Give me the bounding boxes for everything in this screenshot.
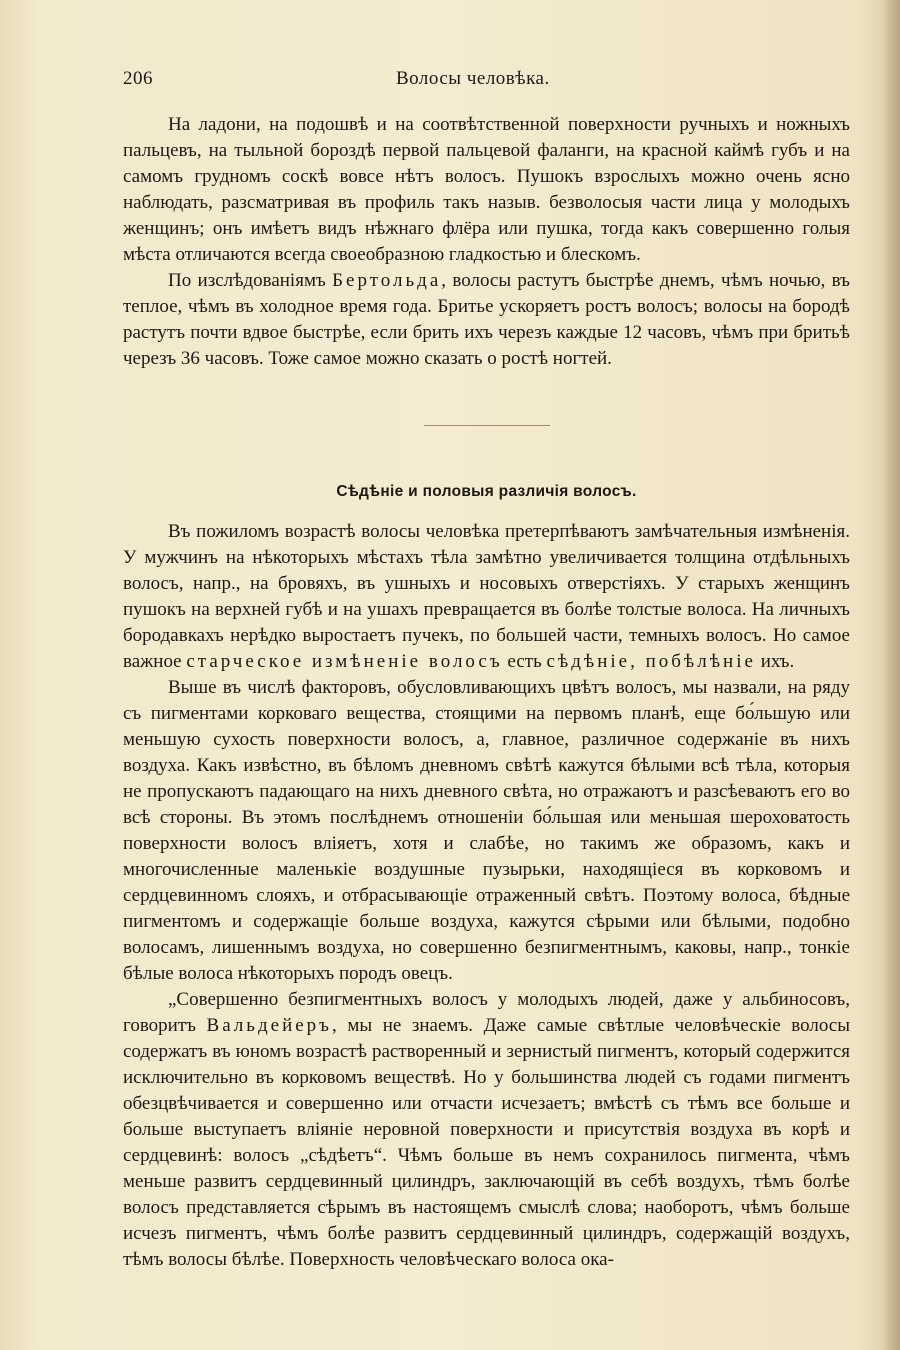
paragraph-waldeyer-quote bbox=[123, 987, 850, 1273]
author-name-waldeyer: Вальдейеръ bbox=[206, 1015, 332, 1036]
paragraph-hair-color-factors: Выше въ числѣ факторовъ, обусловливающихъ цвѣтъ волосъ, мы назвали, на ряду съ пигментами корковаго вещества, стоящими на первомъ планѣ, еще бо́льшую или меньшую сухость поверхности волосъ, а, главное, различное содержаніе въ нихъ воздуха. Какъ извѣстно, въ бѣломъ дневномъ свѣтѣ кажутся бѣлыми всѣ тѣла, которыя не пропускаютъ падающаго на нихъ дневного свѣта, но отражаютъ и разсѣеваютъ его во всѣ стороны. Въ этомъ послѣднемъ отношеніи бо́льшая или меньшая шероховатость поверхности волосъ вліяетъ, хотя и слабѣе, но такимъ же образомъ, какъ и многочисленные маленькіе воздушные пузырьки, находящіеся въ корковомъ и сердцевинномъ слояхъ, и отбрасывающіе отраженный свѣтъ. Поэтому волоса, бѣдные пигментомъ и содержащіе больше воздуха, кажутся сѣрыми или бѣлыми, подобно волосамъ, лишеннымъ воздуха, но совершенно безпигментнымъ, каковы, напр., тонкіе бѣлые волоса нѣкоторыхъ породъ овецъ. bbox=[123, 677, 850, 984]
page-body bbox=[123, 112, 850, 1273]
page-header bbox=[123, 68, 863, 96]
author-name-bertold: Бертольда bbox=[332, 270, 442, 291]
text-run: есть bbox=[502, 651, 547, 672]
paragraph-hairless-areas: На ладони, на подошвѣ и на соотвѣтственной поверхности ручныхъ и ножныхъ пальцевъ, на тыльной бороздѣ первой пальцевой фаланги, на красной каймѣ губъ и на самомъ грудномъ соскѣ вовсе нѣтъ волосъ. Пушокъ взрослыхъ можно очень ясно наблюдать, разсматривая въ профиль такъ назыв. безволосыя части лица у молодыхъ женщинъ; онъ имѣетъ видъ нѣжнаго флёра или пушка, тогда какъ совершенно голыя мѣста отличаются всегда своеобразною гладкостью и блескомъ. bbox=[123, 114, 850, 265]
text-run: , волосы растутъ быстрѣе днемъ, чѣмъ ночью, въ теплое, чѣмъ въ холодное время года. Бритье ускоряетъ ростъ волосъ; волосы на бородѣ растутъ почти вдвое быстрѣе, если брить ихъ черезъ каждые 12 часовъ, чѣмъ при бритьѣ черезъ 36 часовъ. Тоже самое можно сказать о ростѣ ногтей. bbox=[123, 270, 850, 369]
emphasis-text: старческое измѣненіе волосъ bbox=[186, 651, 503, 672]
section-divider bbox=[424, 425, 550, 426]
emphasis-text: сѣдѣніе, побѣлѣніе bbox=[546, 651, 756, 672]
page-number: 206 bbox=[123, 68, 153, 89]
text-run: По изслѣдованіямъ bbox=[168, 270, 333, 291]
text-run: , мы не знаемъ. Даже самые свѣтлые человѣческіе волосы содержатъ въ юномъ возрастѣ растворенный и зернистый пигментъ, который содержится исключительно въ корковомъ веществѣ. Но у большинства людей съ годами пигментъ обезцвѣчивается и совершенно или отчасти исчезаетъ; вмѣстѣ съ тѣмъ все больше и больше выступаетъ вліяніе неровной поверхности и присутствія воздуха въ корѣ и сердцевинѣ: волосъ „сѣдѣетъ“. Чѣмъ больше въ немъ сохранилось пигмента, чѣмъ меньше развитъ сердцевинный цилиндръ, заключающій въ себѣ воздухъ, тѣмъ болѣе волосъ представляется сѣрымъ въ настоящемъ смыслѣ слова; наоборотъ, чѣмъ больше исчезъ пигментъ, чѣмъ болѣе развитъ сердцевинный цилиндръ, содержащій воздухъ, тѣмъ волосы бѣлѣе. Поверхность человѣческаго волоса ока- bbox=[123, 1015, 850, 1270]
text-run: ихъ. bbox=[755, 651, 795, 672]
page-edge-shadow bbox=[882, 0, 900, 1350]
text-run: „Совершенно безпигментныхъ волосъ у молодыхъ людей, даже у альбиносовъ, говоритъ bbox=[123, 989, 850, 1036]
paragraph-hair-growth bbox=[123, 268, 850, 372]
section-heading: Сѣдѣніе и половыя различія волосъ. bbox=[336, 483, 637, 500]
paragraph-age-changes bbox=[123, 519, 850, 675]
text-run: Въ пожиломъ возрастѣ волосы человѣка претерпѣваютъ замѣчательныя измѣненія. У мужчинъ на нѣкоторыхъ мѣстахъ тѣла замѣтно увеличивается толщина отдѣльныхъ волосъ, напр., на бровяхъ, въ ушныхъ и носовыхъ отверстіяхъ. У старыхъ женщинъ пушокъ на верхней губѣ и на ушахъ превращается въ болѣе толстые волоса. На личныхъ бородавкахъ нерѣдко выростаетъ пучекъ, по большей части, темныхъ волосъ. Но самое важное bbox=[123, 521, 850, 672]
running-head: Волосы человѣка. bbox=[396, 68, 550, 89]
